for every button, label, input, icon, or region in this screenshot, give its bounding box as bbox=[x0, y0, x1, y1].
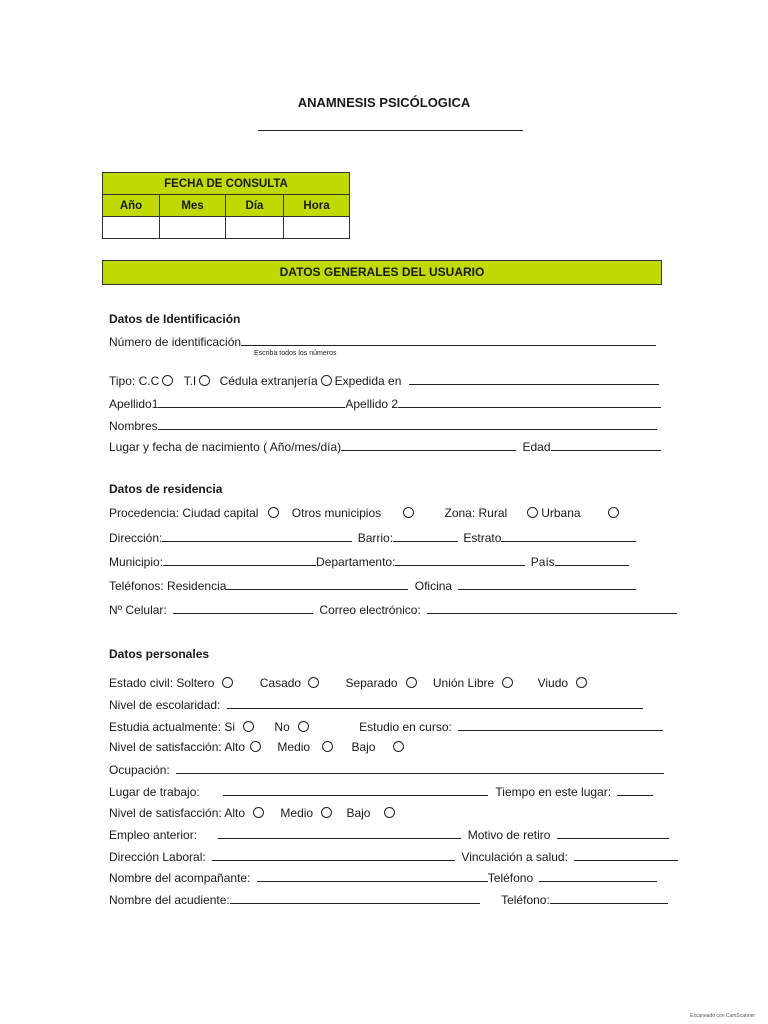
acompanante-row bbox=[109, 870, 657, 885]
apellido1-field[interactable] bbox=[158, 396, 345, 408]
estudio-curso-field[interactable] bbox=[458, 719, 663, 731]
direccion-row bbox=[109, 530, 636, 545]
nombres-field[interactable] bbox=[158, 418, 657, 430]
col-dia: Día bbox=[226, 195, 284, 217]
cedula-ext-radio[interactable] bbox=[321, 375, 332, 386]
apellido1-label: Apellido1 bbox=[109, 397, 159, 411]
otros-municipios-radio[interactable] bbox=[403, 507, 414, 518]
urbana-radio[interactable] bbox=[608, 507, 619, 518]
estrato-label: Estrato bbox=[463, 531, 502, 545]
expedida-label: Expedida en bbox=[334, 374, 402, 388]
soltero-radio[interactable] bbox=[222, 677, 233, 688]
viudo-radio[interactable] bbox=[576, 677, 587, 688]
telefonos-row bbox=[109, 578, 636, 593]
departamento-field[interactable] bbox=[395, 554, 525, 566]
urbana-label: Urbana bbox=[541, 506, 581, 520]
correo-label: Correo electrónico: bbox=[319, 603, 421, 617]
lugar-fecha-label: Lugar y fecha de nacimiento ( Año/mes/día) bbox=[109, 440, 342, 454]
cedula-ext-label: Cédula extranjería bbox=[219, 374, 318, 388]
ti-label: T.I bbox=[183, 374, 197, 388]
separado-radio[interactable] bbox=[406, 677, 417, 688]
correo-field[interactable] bbox=[427, 602, 677, 614]
motivo-retiro-field[interactable] bbox=[557, 827, 669, 839]
union-libre-label: Unión Libre bbox=[432, 676, 495, 690]
page-title: ANAMNESIS PSICÓLOGICA bbox=[297, 95, 471, 110]
estudia-label: Estudia actualmente: Si bbox=[109, 720, 236, 734]
col-ano: Año bbox=[103, 195, 160, 217]
celular-field[interactable] bbox=[173, 602, 313, 614]
cell-mes[interactable] bbox=[160, 217, 226, 239]
direccion-label: Dirección: bbox=[109, 531, 163, 545]
numero-field[interactable] bbox=[241, 334, 656, 346]
satisfaccion2-row bbox=[109, 806, 398, 820]
direccion-laboral-label: Dirección Laboral: bbox=[109, 850, 206, 864]
satisfaccion1-alto-radio[interactable] bbox=[250, 741, 261, 752]
estudio-curso-label: Estudio en curso: bbox=[359, 720, 452, 734]
municipio-label: Municipio: bbox=[109, 555, 164, 569]
viudo-label: Viudo bbox=[537, 676, 569, 690]
numero-row bbox=[109, 334, 656, 349]
ti-radio[interactable] bbox=[199, 375, 210, 386]
satisfaccion1-bajo-radio[interactable] bbox=[393, 741, 404, 752]
satisfaccion1-label: Nivel de satisfacción: Alto bbox=[109, 740, 246, 754]
estudia-row bbox=[109, 719, 663, 734]
satisfaccion1-row bbox=[109, 740, 407, 754]
ciudad-capital-radio[interactable] bbox=[268, 507, 279, 518]
acompanante-field[interactable] bbox=[257, 870, 488, 882]
nacimiento-row bbox=[109, 439, 661, 454]
escolaridad-row bbox=[109, 697, 643, 712]
ocupacion-row bbox=[109, 762, 664, 777]
procedencia-label: Procedencia: Ciudad capital bbox=[109, 506, 259, 520]
nombres-row bbox=[109, 418, 657, 433]
empleo-anterior-field[interactable] bbox=[218, 827, 461, 839]
telefono2-field[interactable] bbox=[550, 892, 668, 904]
vinculacion-label: Vinculación a salud: bbox=[461, 850, 568, 864]
cell-ano[interactable] bbox=[103, 217, 160, 239]
numero-hint: Escriba todos los números bbox=[254, 350, 337, 357]
col-mes: Mes bbox=[160, 195, 226, 217]
escolaridad-field[interactable] bbox=[227, 697, 643, 709]
motivo-retiro-label: Motivo de retiro bbox=[467, 828, 551, 842]
barrio-label: Barrio: bbox=[357, 531, 394, 545]
separado-label: Separado bbox=[345, 676, 398, 690]
estado-civil-row bbox=[109, 676, 590, 690]
tipo-cc-label: Tipo: C.C bbox=[109, 374, 160, 388]
apellidos-row bbox=[109, 396, 661, 411]
satisfaccion1-medio-label: Medio bbox=[277, 740, 311, 754]
identificacion-heading: Datos de Identificación bbox=[109, 312, 241, 326]
escolaridad-label: Nivel de escolaridad: bbox=[109, 698, 221, 712]
cell-dia[interactable] bbox=[226, 217, 284, 239]
ocupacion-label: Ocupación: bbox=[109, 763, 170, 777]
casado-radio[interactable] bbox=[308, 677, 319, 688]
rural-radio[interactable] bbox=[527, 507, 538, 518]
pais-label: País bbox=[530, 555, 555, 569]
tipo-row bbox=[109, 373, 659, 388]
cc-radio[interactable] bbox=[162, 375, 173, 386]
nombres-label: Nombres bbox=[109, 419, 158, 433]
telefonos-label: Teléfonos: Residencia bbox=[109, 579, 227, 593]
telefono1-field[interactable] bbox=[539, 870, 657, 882]
barrio-field[interactable] bbox=[393, 530, 458, 542]
departamento-label: Departamento: bbox=[316, 555, 396, 569]
lugar-trabajo-row bbox=[109, 784, 653, 799]
municipio-field[interactable] bbox=[163, 554, 316, 566]
satisfaccion2-medio-radio[interactable] bbox=[321, 807, 332, 818]
oficina-label: Oficina bbox=[414, 579, 453, 593]
residencia-telefono-field[interactable] bbox=[226, 578, 408, 590]
expedida-field[interactable] bbox=[409, 373, 659, 385]
direccion-laboral-row bbox=[109, 849, 678, 864]
scanner-watermark: Escaneado con CamScanner bbox=[690, 1013, 756, 1019]
estudia-si-radio[interactable] bbox=[243, 721, 254, 732]
telefono1-label: Teléfono bbox=[487, 871, 534, 885]
zona-label: Zona: Rural bbox=[444, 506, 508, 520]
apellido2-field[interactable] bbox=[398, 396, 661, 408]
estado-civil-label: Estado civil: Soltero bbox=[109, 676, 215, 690]
celular-row bbox=[109, 602, 677, 617]
numero-label: Número de identificación bbox=[109, 335, 242, 349]
satisfaccion1-medio-radio[interactable] bbox=[322, 741, 333, 752]
satisfaccion2-label: Nivel de satisfacción: Alto bbox=[109, 806, 246, 820]
tiempo-field[interactable] bbox=[617, 784, 653, 796]
acudiente-label: Nombre del acudiente: bbox=[109, 893, 230, 907]
satisfaccion2-medio-label: Medio bbox=[280, 806, 314, 820]
title-underline bbox=[258, 130, 523, 131]
apellido2-label: Apellido 2 bbox=[345, 397, 399, 411]
acompanante-label: Nombre del acompañante: bbox=[109, 871, 251, 885]
municipio-row bbox=[109, 554, 629, 569]
satisfaccion2-alto-radio[interactable] bbox=[253, 807, 264, 818]
acudiente-field[interactable] bbox=[230, 892, 480, 904]
lugar-trabajo-label: Lugar de trabajo: bbox=[109, 785, 200, 799]
estudia-no-radio[interactable] bbox=[298, 721, 309, 732]
residencia-heading: Datos de residencia bbox=[109, 482, 223, 496]
empleo-anterior-row bbox=[109, 827, 669, 842]
cell-hora[interactable] bbox=[284, 217, 350, 239]
direccion-laboral-field[interactable] bbox=[212, 849, 455, 861]
pais-field[interactable] bbox=[555, 554, 629, 566]
datos-generales-bar: DATOS GENERALES DEL USUARIO bbox=[102, 260, 662, 285]
empleo-anterior-label: Empleo anterior: bbox=[109, 828, 198, 842]
telefono2-label: Teléfono: bbox=[501, 893, 550, 907]
personales-heading: Datos personales bbox=[109, 647, 210, 661]
oficina-field[interactable] bbox=[458, 578, 636, 590]
satisfaccion2-bajo-radio[interactable] bbox=[384, 807, 395, 818]
edad-label: Edad bbox=[522, 440, 551, 454]
satisfaccion2-bajo-label: Bajo bbox=[346, 806, 371, 820]
lugar-fecha-field[interactable] bbox=[341, 439, 516, 451]
lugar-trabajo-field[interactable] bbox=[223, 784, 488, 796]
procedencia-row bbox=[109, 506, 622, 520]
estudia-no-label: No bbox=[274, 720, 290, 734]
otros-municipios-label: Otros municipios bbox=[291, 506, 382, 520]
satisfaccion1-bajo-label: Bajo bbox=[351, 740, 376, 754]
estrato-field[interactable] bbox=[501, 530, 636, 542]
union-libre-radio[interactable] bbox=[502, 677, 513, 688]
acudiente-row bbox=[109, 892, 668, 907]
col-hora: Hora bbox=[284, 195, 350, 217]
direccion-field[interactable] bbox=[162, 530, 352, 542]
fecha-consulta-table bbox=[102, 172, 350, 239]
ocupacion-field[interactable] bbox=[176, 762, 664, 774]
celular-label: Nº Celular: bbox=[109, 603, 167, 617]
tiempo-label: Tiempo en este lugar: bbox=[495, 785, 612, 799]
fecha-consulta-header: FECHA DE CONSULTA bbox=[103, 173, 350, 195]
casado-label: Casado bbox=[259, 676, 302, 690]
vinculacion-field[interactable] bbox=[574, 849, 678, 861]
edad-field[interactable] bbox=[551, 439, 661, 451]
